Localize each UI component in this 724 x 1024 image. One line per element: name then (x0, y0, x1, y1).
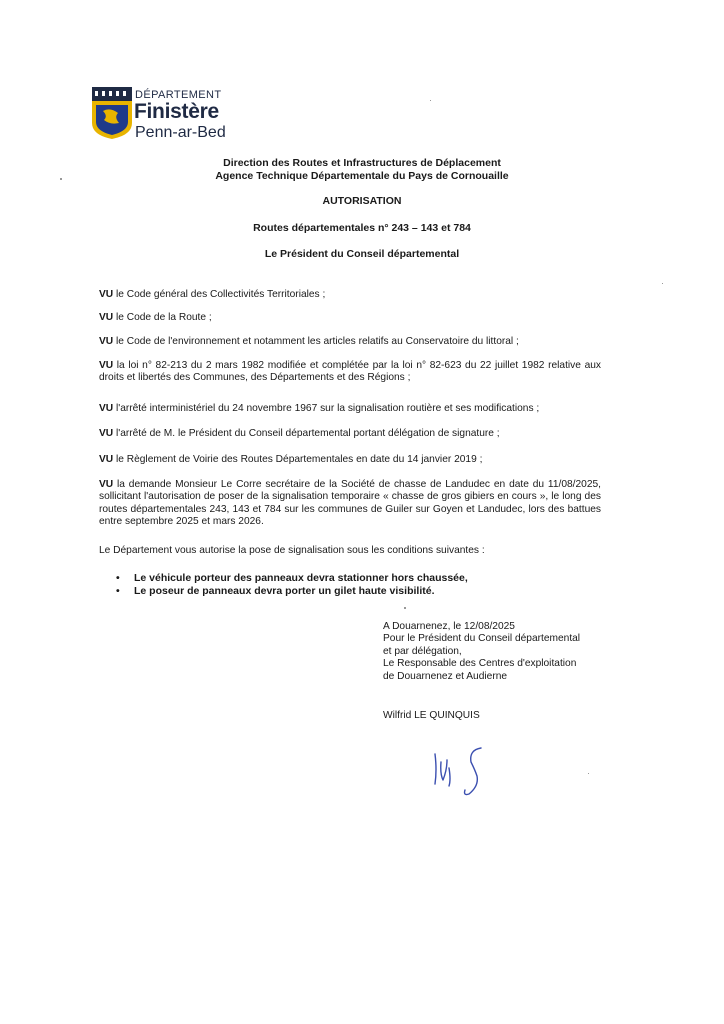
vu-label: VU (99, 454, 114, 465)
logo-finistere-label: Finistère (134, 100, 219, 123)
consideration-text: l'arrêté de M. le Président du Conseil départemental portant délégation de signature ; (113, 428, 500, 439)
condition-text: Le poseur de panneaux devra porter un gilet haute visibilité. (134, 584, 435, 597)
vu-label: VU (99, 360, 114, 371)
routes-title: Routes départementales n° 243 – 143 et 784 (253, 222, 471, 234)
consideration-item (99, 479, 601, 529)
agence-title: Agence Technique Départementale du Pays de Cornouaille (215, 170, 509, 182)
signatory-name: Wilfrid LE QUINQUIS (383, 710, 480, 721)
scan-speck (662, 283, 663, 284)
scan-speck (404, 607, 406, 609)
signature-line: et par délégation, (383, 645, 462, 657)
vu-label: VU (99, 428, 114, 439)
consideration-item (99, 289, 601, 301)
vu-label: VU (99, 312, 114, 323)
consideration-item (99, 336, 601, 348)
president-title: Le Président du Conseil départemental (264, 248, 460, 260)
direction-title: Direction des Routes et Infrastructures de Déplacement (223, 157, 501, 169)
consideration-text: le Code de l'environnement et notamment les articles relatifs au Conservatoire du littoral ; (113, 336, 519, 347)
condition-item (116, 572, 636, 585)
consideration-text: le Code de la Route ; (113, 312, 212, 323)
scan-speck (588, 773, 589, 774)
signature-line: Pour le Président du Conseil départemental (383, 633, 581, 645)
consideration-text: l'arrêté interministériel du 24 novembre 1967 sur la signalisation routière et ses modifications ; (113, 403, 540, 414)
consideration-item (99, 360, 601, 385)
consideration-text: la loi n° 82-213 du 2 mars 1982 modifiée et complétée par la loi n° 82-623 du 22 juillet 1982 relative aux droits et libertés des Communes, des Départements et des Régions ; (99, 360, 601, 384)
signature-block (383, 621, 663, 683)
scan-speck (430, 100, 431, 101)
logo-breton-label: Penn-ar-Bed (135, 124, 226, 141)
condition-item (116, 585, 636, 598)
logo-department-label: DÉPARTEMENT (135, 89, 222, 101)
consideration-item (99, 428, 601, 440)
vu-label: VU (99, 336, 114, 347)
consideration-item (99, 454, 601, 466)
consideration-text: le Règlement de Voirie des Routes Départementales en date du 14 janvier 2019 ; (113, 454, 483, 465)
consideration-item (99, 403, 601, 415)
place-date: A Douarnenez, le 12/08/2025 (383, 621, 515, 632)
bullet-icon: • (116, 584, 120, 597)
finistere-logo (92, 87, 232, 145)
vu-label: VU (99, 403, 114, 414)
condition-text: Le véhicule porteur des panneaux devra stationner hors chaussée, (134, 572, 468, 584)
scan-speck (60, 178, 62, 180)
handwritten-signature (425, 740, 505, 800)
coat-of-arms-icon (92, 87, 132, 139)
consideration-text: la demande Monsieur Le Corre secrétaire de la Société de chasse de Landudec en date du 11/08/2025, sollicitant l'autorisation de poser de la signalisation temporaire « chasse de gros gibiers en cours », le long des routes départementales 243, 143 et 784 sur les communes de Guiler sur Goyen et Landudec, lors des battues entre septembre 2025 et mars 2026. (99, 479, 601, 528)
bullet-icon: • (116, 572, 120, 584)
consideration-item (99, 312, 601, 324)
authorization-text: Le Département vous autorise la pose de signalisation sous les conditions suivantes : (99, 545, 485, 556)
consideration-text: le Code général des Collectivités Territoriales ; (113, 289, 326, 300)
vu-label: VU (99, 289, 114, 300)
conditions-list (116, 572, 636, 597)
signature-line: de Douarnenez et Audierne (383, 670, 508, 682)
signature-line: Le Responsable des Centres d'exploitation (383, 658, 577, 670)
vu-label: VU (99, 479, 114, 490)
document-type-title: AUTORISATION (322, 195, 402, 207)
